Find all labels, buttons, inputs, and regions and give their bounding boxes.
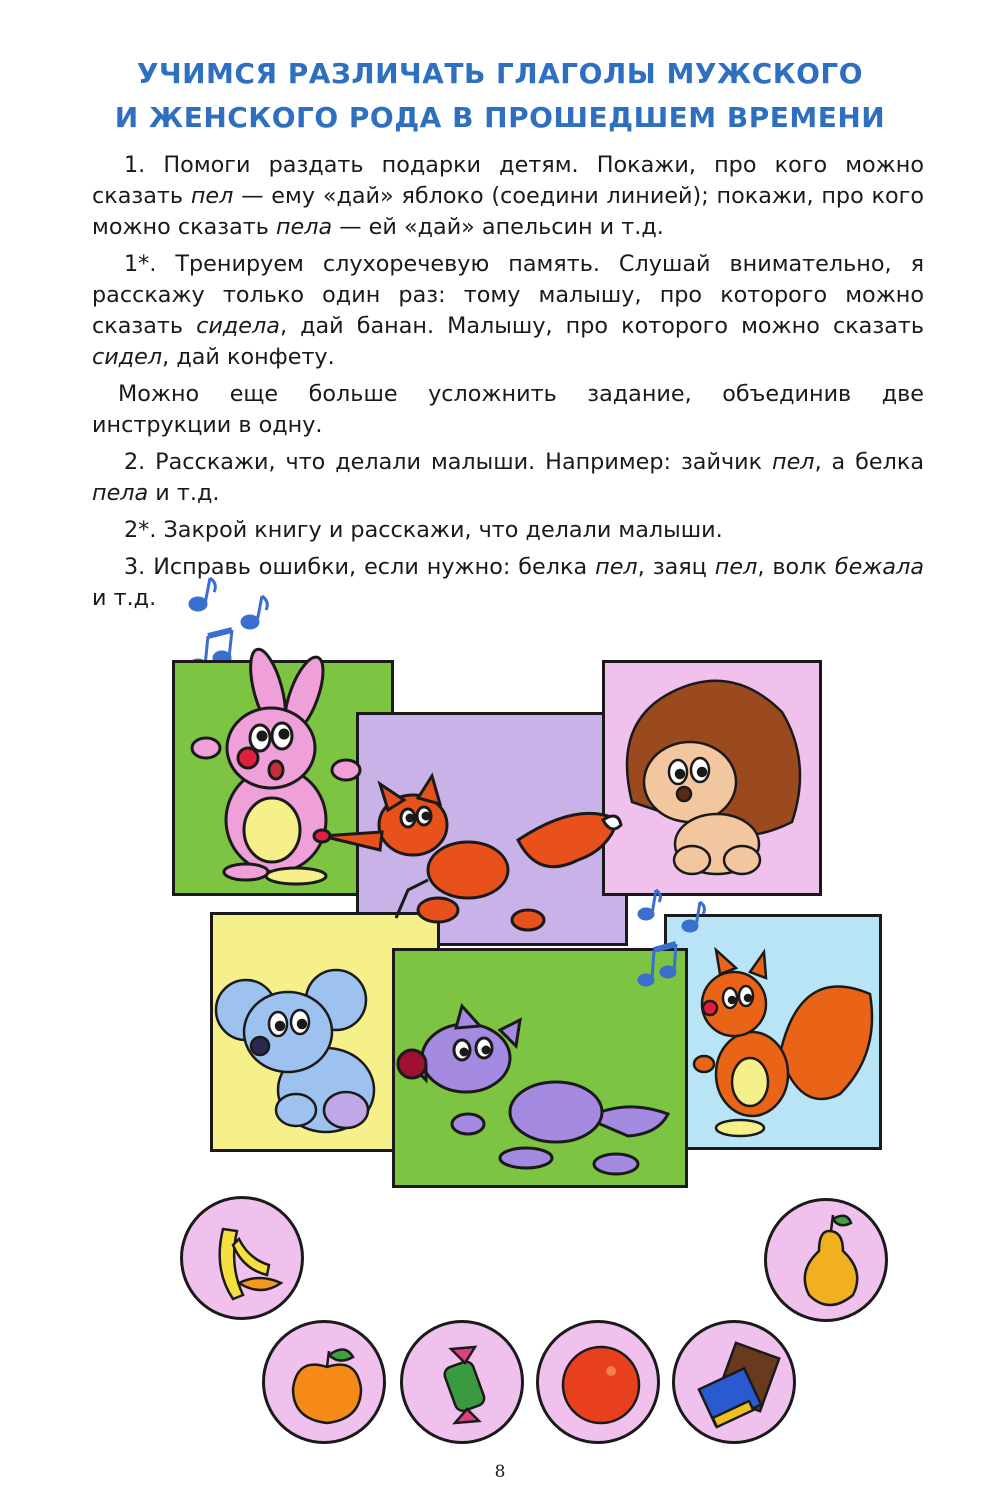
p2-italic-2: сидел xyxy=(92,344,163,370)
p6-italic-2: пел xyxy=(714,554,758,580)
chocolate-circle[interactable] xyxy=(672,1320,796,1444)
title-line-1: УЧИМСЯ РАЗЛИЧАТЬ ГЛАГОЛЫ МУЖСКОГО xyxy=(136,57,864,90)
p1-italic-2: пела xyxy=(275,214,333,240)
instructions xyxy=(92,150,924,620)
squirrel-illustration xyxy=(690,944,880,1144)
p6-italic-3: бежала xyxy=(834,554,925,580)
p4-text-a: 2. Расскажи, что делали малыши. Например: зайчик xyxy=(124,449,772,475)
apple-icon xyxy=(265,1323,386,1444)
p6-text-b: , заяц xyxy=(637,554,715,580)
p4-text-c: и т.д. xyxy=(148,480,220,506)
fox-illustration xyxy=(318,770,638,950)
title-line-2: И ЖЕНСКОГО РОДА В ПРОШЕДШЕМ ВРЕМЕНИ xyxy=(114,101,886,134)
p3-text-a: Можно еще больше усложнить задание, объединив две инструкции в одну. xyxy=(92,381,924,438)
p6-text-a: 3. Исправь ошибки, если нужно: белка xyxy=(124,554,596,580)
paragraph-5 xyxy=(92,515,924,546)
banana-icon xyxy=(183,1199,304,1320)
candy-icon xyxy=(403,1323,524,1444)
page-number: 8 xyxy=(494,1462,506,1482)
p4-italic-2: пела xyxy=(92,480,149,506)
p1-text-c: — ей «дай» апельсин и т.д. xyxy=(332,214,664,240)
paragraph-3 xyxy=(92,379,924,441)
p2-text-c: , дай конфету. xyxy=(162,344,335,370)
pear-circle[interactable] xyxy=(764,1198,888,1322)
orange-icon xyxy=(539,1323,660,1444)
p6-italic-1: пел xyxy=(595,554,638,580)
p1-text-b: — ему «дай» яблоко (соедини линией); покажи, про кого можно сказать xyxy=(92,183,924,240)
p4-text-b: , а белка xyxy=(814,449,924,475)
page-title xyxy=(60,52,940,140)
orange-circle[interactable] xyxy=(536,1320,660,1444)
apple-circle[interactable] xyxy=(262,1320,386,1444)
p6-text-c: , волк xyxy=(757,554,835,580)
p2-italic-1: сидела xyxy=(196,313,280,339)
hedgehog-illustration xyxy=(612,672,812,882)
p5-text-a: 2*. Закрой книгу и расскажи, что делали малыши. xyxy=(124,517,723,543)
chocolate-icon xyxy=(675,1323,796,1444)
p4-italic-1: пел xyxy=(772,449,815,475)
wolf-illustration xyxy=(396,1008,686,1188)
paragraph-2 xyxy=(92,249,924,373)
p2-text-a: 1*. Тренируем слухоречевую память. Слушай внимательно, я расскажу только один раз: тому малышу, про которого можно сказать xyxy=(92,251,924,339)
p1-italic-1: пел xyxy=(190,183,234,209)
candy-circle[interactable] xyxy=(400,1320,524,1444)
paragraph-1 xyxy=(92,150,924,243)
p6-text-d: и т.д. xyxy=(92,585,157,611)
paragraph-4 xyxy=(92,447,924,509)
p1-text-a: 1. Помоги раздать подарки детям. Покажи, про кого можно сказать xyxy=(92,152,924,209)
mouse-illustration xyxy=(216,960,396,1140)
pear-icon xyxy=(767,1201,888,1322)
banana-circle[interactable] xyxy=(180,1196,304,1320)
p2-text-b: , дай банан. Малышу, про которого можно сказать xyxy=(279,313,924,339)
